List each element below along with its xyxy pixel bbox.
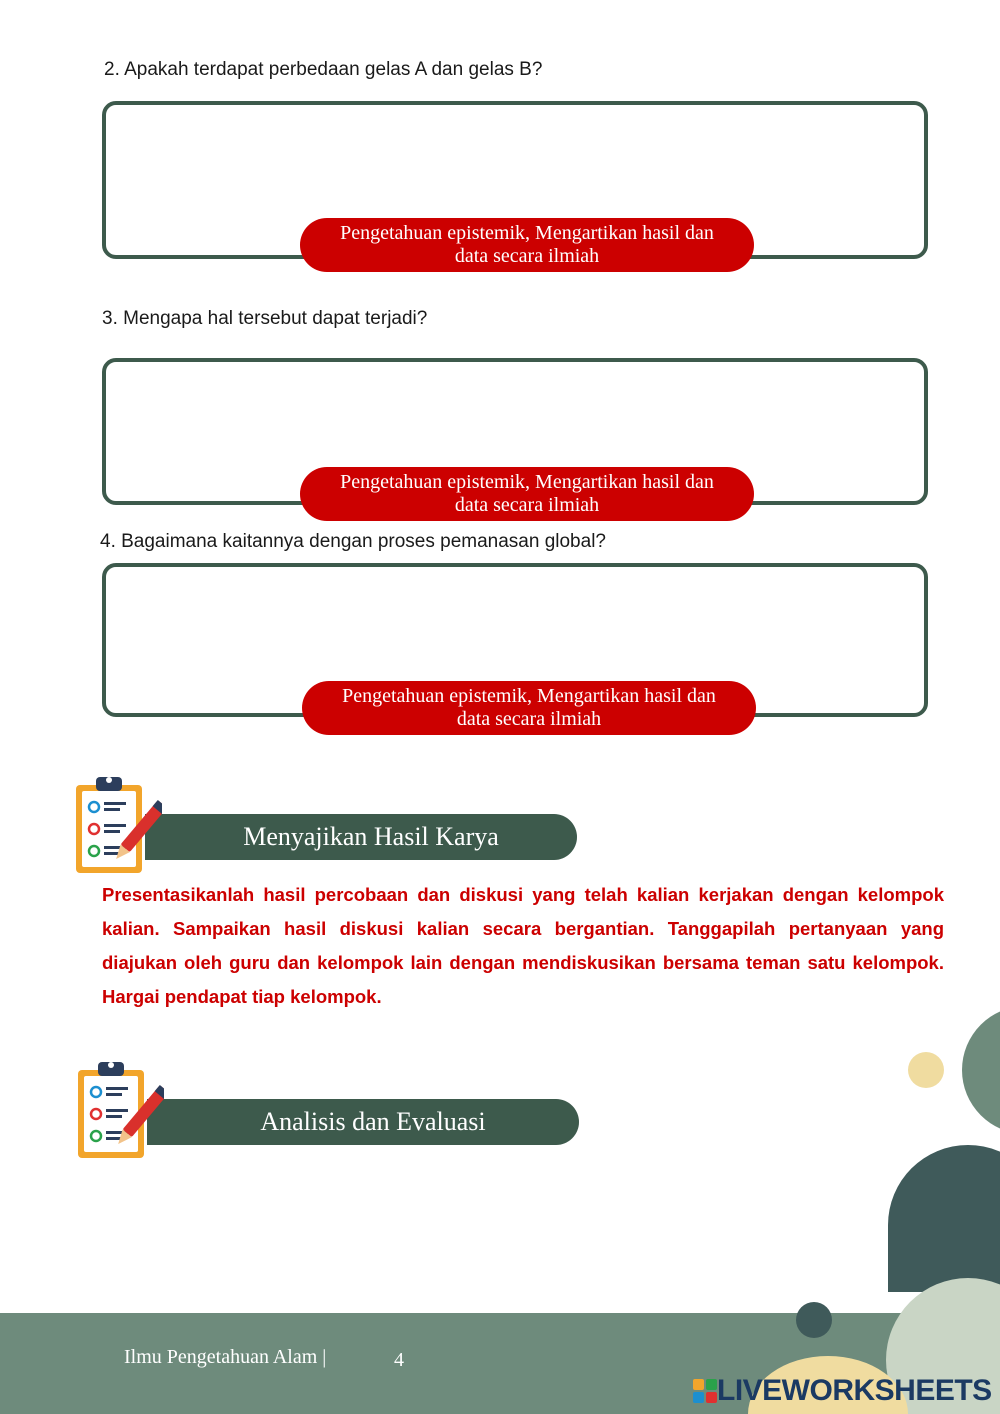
section-title-analysis: Analisis dan Evaluasi [147,1099,579,1145]
section-title-presentation: Menyajikan Hasil Karya [145,814,577,860]
brand-logo[interactable] [693,1374,992,1408]
question-3-label: 3. Mengapa hal tersebut dapat terjadi? [102,308,428,329]
competency-tag-3-text: Pengetahuan epistemik, Mengartikan hasil dan data secara ilmiah [340,471,714,516]
brand-name: LIVEWORKSHEETS [717,1374,992,1407]
liveworksheets-logo-icon [693,1379,717,1403]
competency-tag-2-text: Pengetahuan epistemik, Mengartikan hasil dan data secara ilmiah [340,222,714,267]
question-4-label: 4. Bagaimana kaitannya dengan proses pemanasan global? [100,531,606,552]
footer-subject: Ilmu Pengetahuan Alam | [124,1346,327,1368]
deco-circle-green [962,1006,1000,1134]
competency-tag-4-text: Pengetahuan epistemik, Mengartikan hasil dan data secara ilmiah [342,685,716,730]
footer-page-number: 4 [394,1349,404,1371]
deco-circle-small-dark [796,1302,832,1338]
question-2-label: 2. Apakah terdapat perbedaan gelas A dan gelas B? [104,59,543,80]
deco-circle-yellow [908,1052,944,1088]
deco-arch-dark [888,1145,1000,1292]
presentation-instructions: Presentasikanlah hasil percobaan dan diskusi yang telah kalian kerjakan dengan kelompok kalian. Sampaikan hasil diskusi kalian secara bergantian. Tanggapilah pertanyaan yang diajukan oleh guru dan kelompok lain dengan mendiskusikan bersama teman satu kelompok. Hargai pendapat tiap kelompok. [102,884,944,1007]
